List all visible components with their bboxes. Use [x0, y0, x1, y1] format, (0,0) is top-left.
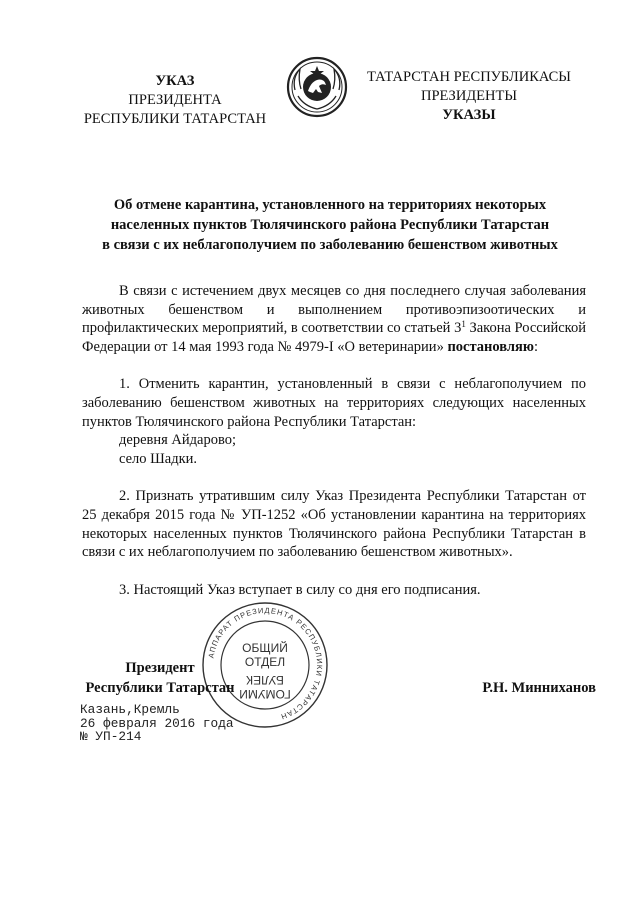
preamble-text-2: Закона Российской Федерации от 14 мая 1993 года № 4979-I «О ветеринарии» — [82, 320, 586, 355]
header-left-block — [70, 72, 280, 129]
stamp-line-4: ГОМУМИ — [239, 687, 291, 701]
preamble-paragraph — [82, 282, 586, 356]
header-right-line3: УКАЗЫ — [442, 107, 496, 123]
stamp-ring-text: АППАРАТ ПРЕЗИДЕНТА РЕСПУБЛИКИ ТАТАРСТАН — [206, 605, 325, 722]
item-2-paragraph: 2. Признать утратившим силу Указ Президента Республики Татарстан от 25 декабря 2015 года № УП-1252 «Об установлении карантина на территориях некоторых населенных пунктов Тюлячинского района Республики Татарстан в связи с их неблагополучием по заболеванию бешенством животных». — [82, 488, 586, 561]
header-right-line1: ТАТАРСТАН РЕСПУБЛИКАСЫ — [367, 69, 571, 85]
preamble-colon: : — [534, 338, 539, 355]
article-superscript: 1 — [461, 319, 466, 330]
title-line2: населенных пунктов Тюлячинского района Республики Татарстан — [110, 217, 550, 233]
decree-body — [82, 282, 586, 599]
stamp-line-1: ОБЩИЙ — [242, 641, 288, 655]
signature-title-line1: Президент — [125, 660, 195, 676]
item-1-place-2: село Шадки. — [119, 450, 198, 467]
title-line3: в связи с их неблагополучием по заболеванию бешенством животных — [102, 237, 558, 253]
preamble-text: В связи с истечением двух месяцев со дня последнего случая заболевания животных бешенством и выполнением противоэпизоотических и профилактических мероприятий, в соответствии со статьей 3 — [82, 283, 586, 337]
tatarstan-coat-of-arms-icon — [286, 56, 348, 118]
header-right-block — [358, 68, 580, 125]
header-left-line3: РЕСПУБЛИКИ ТАТАРСТАН — [83, 111, 267, 127]
header-left-line1: УКАЗ — [155, 73, 195, 89]
stamp-line-2: ОТДЕЛ — [244, 655, 286, 669]
header-left-line2: ПРЕЗИДЕНТА — [128, 92, 222, 108]
stamp-line-3: БУЛЕК — [246, 673, 284, 687]
issue-place: Казань,Кремль — [80, 702, 180, 717]
header-right-line2: ПРЕЗИДЕНТЫ — [420, 88, 518, 104]
title-line1: Об отмене карантина, установленного на территориях некоторых — [113, 197, 547, 213]
signatory-name: Р.Н. Минниханов — [482, 680, 596, 696]
spacer — [82, 562, 586, 581]
spacer — [82, 468, 586, 487]
item-1-place-1: деревня Айдарово; — [119, 432, 236, 449]
item-3-paragraph: 3. Настоящий Указ вступает в силу со дня его подписания. — [119, 581, 481, 598]
decree-word: постановляю — [447, 338, 534, 355]
signature-title — [80, 658, 240, 698]
item-1-paragraph: 1. Отменить карантин, установленный в связи с неблагополучием по заболеванию бешенством животных на территориях следующих населенных пунктов Тюлячинского района Республики Татарстан: — [82, 376, 586, 430]
spacer — [82, 356, 586, 375]
signature-title-line2: Республики Татарстан — [85, 680, 235, 696]
decree-number: № УП-214 — [80, 729, 142, 744]
decree-title — [70, 195, 590, 255]
issue-date: 26 февраля 2016 года — [80, 715, 234, 731]
issue-details — [80, 703, 234, 744]
